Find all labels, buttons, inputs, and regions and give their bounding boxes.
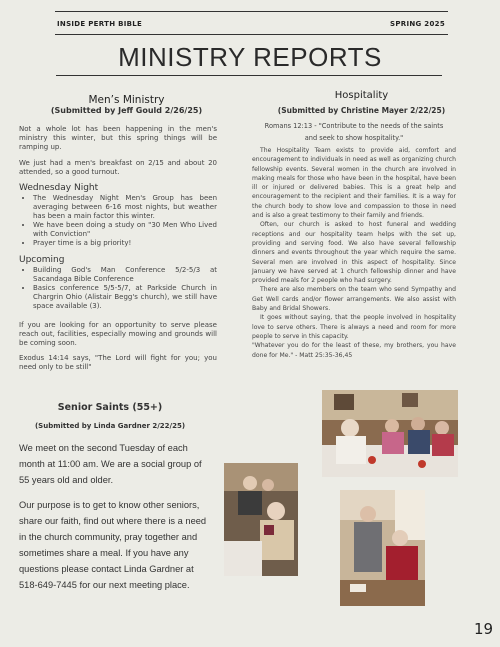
- list-item: • Prayer time is a big priority!: [33, 239, 217, 248]
- senior-para-2: Our purpose is to get to know other seniors, share our faith, find out where there is a need in the church community, pray together and sometimes share a meal. If you have any questions please contact Linda Gardner at 518-649-7445 for our next meeting place.: [19, 500, 207, 590]
- issue-label: SPRING 2025: [390, 20, 445, 28]
- hospitality-heading: Hospitality: [334, 90, 389, 101]
- hospitality-verse: Romans 12:13 - "Contribute to the needs of the saints and seek to show hospitality.": [264, 122, 444, 142]
- list-item: • We have been doing a study on "30 Men Who Lived with Conviction": [33, 221, 217, 239]
- hospitality-submitted: (Submitted by Christine Mayer 2/22/25): [277, 106, 446, 115]
- header-top-rule: [55, 11, 448, 12]
- hospitality-para-2: Often, our church is asked to host funeral and wedding receptions and our hospitality team helps with the set up, providing and serving food. We also have several fellowship dinners and events throughout the year which require the same. Several men are involved in this aspect of hospitality. Since January we have served at 1 church fellowship dinner and have provided meals for 2 people who had surgery.: [252, 221, 456, 285]
- mens-ministry-heading: Men’s Ministry: [88, 94, 165, 106]
- hospitality-para-1: The Hospitality Team exists to provide aid, comfort and encouragement to individuals in need as well as organizing church fellowship events. Several women in the church are involved in making meals for those who have been in the hospital, have been ill or injured or delivered babies. This is a great help and encouragement to the recipient and their families. It is a way for the church body to show love and compassion to those in need and is also a great testimony to their family and friends.: [252, 147, 456, 220]
- upcoming-list: [19, 266, 217, 311]
- senior-saints-body: [19, 440, 213, 593]
- seniors-group-photo: [340, 490, 425, 606]
- header-bottom-rule: [55, 34, 448, 35]
- group-dinner-photo: [322, 390, 458, 477]
- list-item: • Basics conference 5/5-5/7, at Parkside Church in Chargrin Ohio (Alistair Begg's church), we still have space available (3).: [33, 284, 217, 311]
- wednesday-list: [19, 194, 217, 248]
- mens-intro-1: Not a whole lot has been happening in the men's ministry this winter, but this spring things will be ramping up.: [19, 125, 217, 151]
- mens-intro-2: We just had a men's breakfast on 2/15 and about 20 attended, so a good turnout.: [19, 159, 217, 176]
- senior-para-1: We meet on the second Tuesday of each month at 11:00 am. We are a social group of 55 years old and older.: [19, 443, 202, 485]
- upcoming-heading: Upcoming: [19, 255, 65, 265]
- page-title: MINISTRY REPORTS: [118, 42, 382, 72]
- mens-closing-1: If you are looking for an opportunity to serve please reach out, facilities, especially mowing and grounds will be coming soon.: [19, 321, 217, 347]
- table-guests-photo: [224, 463, 298, 576]
- page-number: 19: [474, 620, 494, 638]
- hospitality-para-3: There are also members on the team who send Sympathy and Get Well cards and/or flower arrangements. We also assist with Baby and Bridal Showers.: [252, 286, 456, 313]
- senior-saints-heading: Senior Saints (55+): [57, 402, 163, 413]
- hospitality-closing-verse: "Whatever you do for the least of these, my brothers, you have done for Me." - Matt 25:35-36,45: [252, 342, 456, 359]
- wednesday-heading: Wednesday Night: [19, 183, 99, 193]
- publication-name: INSIDE PERTH BIBLE: [57, 20, 143, 28]
- senior-saints-submitted: (Submitted by Linda Gardner 2/22/25): [34, 422, 186, 430]
- mens-ministry-body: [19, 125, 217, 372]
- hospitality-body: [252, 120, 456, 360]
- list-item: • The Wednesday Night Men's Group has been averaging between 6-16 most nights, but weather has been a main factor this winter.: [33, 194, 217, 221]
- mens-closing-2: Exodus 14:14 says, "The Lord will fight for you; you need only to be still": [19, 354, 217, 371]
- list-item: • Building God's Man Conference 5/2-5/3 at Sacandaga Bible Conference: [33, 266, 217, 284]
- mens-ministry-submitted: (Submitted by Jeff Gould 2/26/25): [50, 106, 203, 115]
- hospitality-para-4: It goes without saying, that the people involved in hospitality love to serve others. There is always a need and room for more people to serve in this capacity.: [252, 314, 456, 340]
- title-rule: [56, 75, 442, 76]
